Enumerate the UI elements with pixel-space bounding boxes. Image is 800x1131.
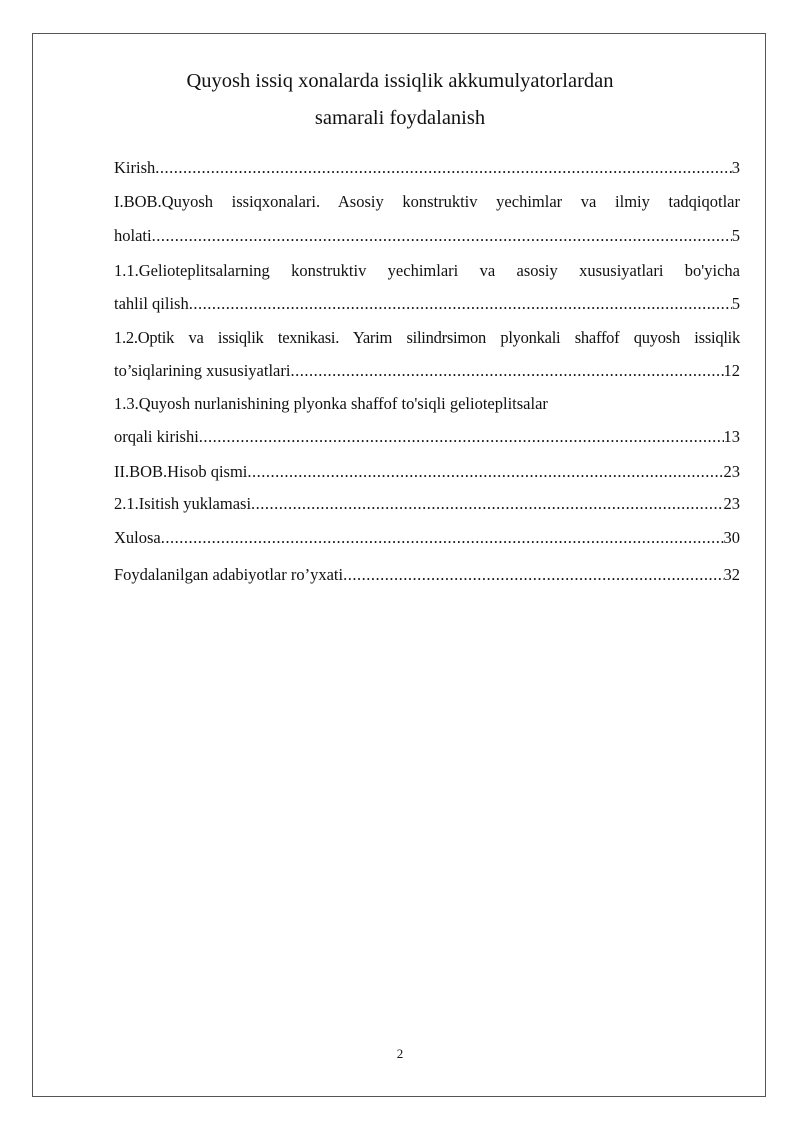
- document-title-line-2: samarali foydalanish: [314, 107, 486, 129]
- toc-page-number: 12: [723, 361, 740, 380]
- toc-entry-1-1-line1[interactable]: 1.1.Gelioteplitsalarning konstruktiv yechimlari va asosiy xususiyatlari bo'yicha: [114, 261, 740, 280]
- dot-leader: [247, 461, 723, 483]
- toc-entry-1-1-line2[interactable]: [114, 293, 740, 315]
- document-title-line-1: Quyosh issiq xonalarda issiqlik akkumulyatorlardan: [186, 70, 614, 92]
- dot-leader: [161, 527, 724, 549]
- toc-entry-1-2-line1[interactable]: 1.2.Optik va issiqlik texnikasi. Yarim silindrsimon plyonkali shaffof quyosh issiqlik: [114, 328, 740, 347]
- toc-entry-kirish[interactable]: [114, 157, 740, 179]
- toc-entry-bob1-line1[interactable]: I.BOB.Quyosh issiqxonalari. Asosiy konstruktiv yechimlar va ilmiy tadqiqotlar: [114, 192, 740, 211]
- toc-page-number: 32: [723, 565, 740, 584]
- toc-page-number: 30: [723, 528, 740, 547]
- toc-entry-1-3-line1[interactable]: 1.3.Quyosh nurlanishining plyonka shaffof to'siqli gelioteplitsalar: [114, 394, 548, 413]
- toc-entry-bob2[interactable]: [114, 461, 740, 483]
- dot-leader: [155, 157, 732, 179]
- toc-entry-text: II.BOB.Hisob qismi: [114, 462, 248, 481]
- toc-entry-text: to’siqlarining xususiyatlari: [114, 361, 291, 380]
- toc-entry-text: 2.1.Isitish yuklamasi: [114, 494, 252, 513]
- toc-page-number: 13: [723, 427, 740, 446]
- toc-entry-adabiyotlar[interactable]: [114, 564, 740, 586]
- dot-leader: [290, 360, 723, 382]
- toc-entry-2-1[interactable]: [114, 493, 740, 515]
- dot-leader: [343, 564, 723, 586]
- dot-leader: [251, 493, 723, 515]
- toc-entry-text: orqali kirishi: [114, 427, 199, 446]
- page-number: 2: [396, 1046, 404, 1061]
- toc-entry-text: tahlil qilish: [114, 294, 189, 313]
- toc-page-number: 23: [723, 462, 740, 481]
- toc-entry-text: Xulosa: [114, 528, 161, 547]
- toc-entry-xulosa[interactable]: [114, 527, 740, 549]
- dot-leader: [189, 293, 732, 315]
- toc-page-number: 23: [723, 494, 740, 513]
- toc-entry-1-3-line2[interactable]: [114, 426, 740, 448]
- toc-page-number: 5: [731, 294, 740, 313]
- dot-leader: [152, 225, 732, 247]
- toc-entry-text: Foydalanilgan adabiyotlar ro’yxati: [114, 565, 344, 584]
- toc-page-number: 5: [731, 226, 740, 245]
- toc-page-number: 3: [731, 158, 740, 177]
- dot-leader: [199, 426, 724, 448]
- toc-entry-bob1-line2[interactable]: [114, 225, 740, 247]
- toc-entry-text: holati: [114, 226, 152, 245]
- toc-entry-1-2-line2[interactable]: [114, 360, 740, 382]
- toc-entry-text: Kirish: [114, 158, 156, 177]
